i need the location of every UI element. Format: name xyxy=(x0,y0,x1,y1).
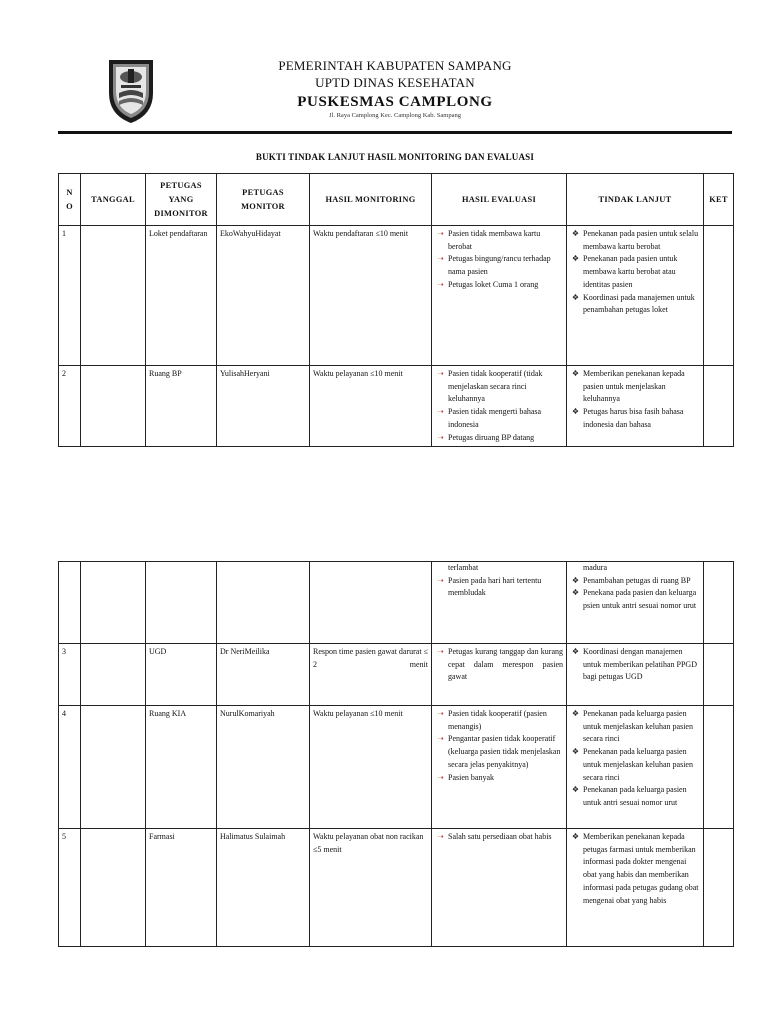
list-item: ➝ Pasien tidak membawa kartu berobat xyxy=(435,228,563,253)
table-row xyxy=(59,366,734,447)
row-monitor: NurulKomariyah xyxy=(217,706,310,829)
row-evaluasi xyxy=(432,706,567,829)
row-tanggal xyxy=(81,366,146,447)
col-header-tanggal: TANGGAL xyxy=(81,174,146,226)
continued-text: madura xyxy=(583,563,607,572)
row-ket xyxy=(704,706,734,829)
diamond-bullet-icon: ❖ xyxy=(571,575,580,585)
row-unit: UGD xyxy=(146,644,217,706)
arrow-bullet-icon: ➝ xyxy=(437,407,444,417)
row-tindak-lanjut xyxy=(567,562,704,644)
row-unit: Ruang BP xyxy=(146,366,217,447)
row-tanggal xyxy=(81,226,146,366)
row-evaluasi xyxy=(432,562,567,644)
row-tanggal xyxy=(81,562,146,644)
list-item: ➝ Pasien tidak kooperatif (pasien menangis) xyxy=(435,708,563,733)
row-tindak-lanjut xyxy=(567,829,704,947)
row-evaluasi xyxy=(432,226,567,366)
list-item: ❖ Penambahan petugas di ruang BP xyxy=(570,575,700,588)
row-ket xyxy=(704,829,734,947)
arrow-bullet-icon: ➝ xyxy=(437,772,444,782)
row-hasil-monitoring xyxy=(310,562,432,644)
header-address: Jl. Raya Camplong Kec. Camplong Kab. Sampang xyxy=(329,112,461,119)
row-tindak-lanjut xyxy=(567,644,704,706)
row-hasil-monitoring: Waktu pelayanan ≤10 menit xyxy=(310,366,432,447)
list-item: ❖ Penekana pada pasien dan keluarga psien untuk antri sesuai nomor urut xyxy=(571,588,697,611)
list-item: ➝ Pasien banyak xyxy=(435,772,563,785)
list-item: ❖ Koordinasi pada manajemen untuk penambahan petugas loket xyxy=(571,292,695,315)
col-header-tindak-lanjut: TINDAK LANJUT xyxy=(567,174,704,226)
row-unit: Ruang KIA xyxy=(146,706,217,829)
diamond-bullet-icon: ❖ xyxy=(571,647,580,656)
col-header-ket: KET xyxy=(704,174,734,226)
row-monitor: EkoWahyuHidayat xyxy=(217,226,310,366)
arrow-bullet-icon: ➝ xyxy=(437,254,444,264)
list-item: ➝ Pasien pada hari hari tertentu membludak xyxy=(435,575,563,600)
list-item: ➝ Pasien tidak kooperatif (tidak menjelaskan secara rinci keluhannya xyxy=(435,368,563,406)
col-header-petugas-monitor: PETUGAS MONITOR xyxy=(217,174,310,226)
table-row xyxy=(59,562,734,644)
arrow-bullet-icon: ➝ xyxy=(437,647,444,656)
row-tanggal xyxy=(81,706,146,829)
row-evaluasi xyxy=(432,366,567,447)
diamond-bullet-icon: ❖ xyxy=(571,588,580,598)
row-unit xyxy=(146,562,217,644)
row-ket xyxy=(704,644,734,706)
row-ket xyxy=(704,562,734,644)
list-item: ➝ Pasien tidak mengerti bahasa indonesia xyxy=(435,406,563,431)
row-evaluasi xyxy=(432,829,567,947)
col-header-hasil-evaluasi: HASIL EVALUASI xyxy=(432,174,567,226)
list-item: ❖ Penekanan pada pasien untuk membawa kartu berobat atau identitas pasien xyxy=(571,254,678,289)
row-monitor: Dr NeriMeilika xyxy=(217,644,310,706)
row-evaluasi xyxy=(432,644,567,706)
list-item: ❖ Penekanan pada pasien untuk selalu membawa kartu berobat xyxy=(571,229,699,251)
diamond-bullet-icon: ❖ xyxy=(571,229,580,238)
list-item: ❖ Memberikan penekanan kepada pasien untuk menjelaskan keluhannya xyxy=(571,369,685,404)
arrow-bullet-icon: ➝ xyxy=(437,369,444,378)
table-row xyxy=(59,644,734,706)
list-item: ➝ Pengantar pasien tidak kooperatif (keluarga pasien tidak menjelaskan secara jelas penyakitnya) xyxy=(435,733,563,771)
arrow-bullet-icon: ➝ xyxy=(437,432,444,442)
row-hasil-monitoring: Respon time pasien gawat darurat ≤ 2 menit xyxy=(310,644,432,706)
arrow-bullet-icon: ➝ xyxy=(437,229,444,238)
list-item: ➝ Petugas diruang BP datang xyxy=(435,432,563,445)
col-header-hasil-monitoring: HASIL MONITORING xyxy=(310,174,432,226)
row-ket xyxy=(704,226,734,366)
row-no xyxy=(59,562,81,644)
list-item: ➝ Petugas loket Cuma 1 orang xyxy=(435,279,563,292)
row-hasil-monitoring: Waktu pelayanan ≤10 menit xyxy=(310,706,432,829)
list-item: ➝ Petugas kurang tanggap dan kurang cepat dalam merespon pasien gawat xyxy=(435,646,563,684)
diamond-bullet-icon: ❖ xyxy=(571,832,580,841)
monitoring-table-part1 xyxy=(58,173,734,447)
list-item: ❖ Penekanan pada keluarga pasien untuk menjelaskan keluhan pasien secara rinci xyxy=(571,709,693,744)
table-row xyxy=(59,706,734,829)
row-hasil-monitoring: Waktu pendaftaran ≤10 menit xyxy=(310,226,432,366)
row-tindak-lanjut xyxy=(567,226,704,366)
list-item: ❖ Koordinasi dengan manajemen untuk memberikan pelatihan PPGD bagi petugas UGD xyxy=(571,647,697,682)
diamond-bullet-icon: ❖ xyxy=(571,785,580,795)
row-no: 1 xyxy=(59,226,81,366)
arrow-bullet-icon: ➝ xyxy=(437,734,444,744)
col-header-no: N O xyxy=(59,174,81,226)
list-item: ❖ Penekanan pada keluarga pasien untuk menjelaskan keluhan pasien secara rinci xyxy=(571,747,693,782)
diamond-bullet-icon: ❖ xyxy=(571,254,580,264)
header-department: UPTD DINAS KESEHATAN xyxy=(315,75,475,90)
row-monitor xyxy=(217,562,310,644)
header-divider xyxy=(58,131,732,134)
list-item: ❖ Memberikan penekanan kepada petugas farmasi untuk memberikan informasi pada dokter mengenai obat yang habis dan memberikan informasi pada petugas gudang obat mengenai obat yang habis xyxy=(571,832,699,905)
header-institution: PUSKESMAS CAMPLONG xyxy=(297,94,493,110)
row-no: 3 xyxy=(59,644,81,706)
row-unit: Loket pendaftaran xyxy=(146,226,217,366)
document-title: BUKTI TINDAK LANJUT HASIL MONITORING DAN EVALUASI xyxy=(255,152,535,162)
list-item: ➝ Salah satu persediaan obat habis xyxy=(435,831,563,844)
row-hasil-monitoring: Waktu pelayanan obat non racikan ≤5 menit xyxy=(310,829,432,947)
row-unit: Farmasi xyxy=(146,829,217,947)
continued-text: terlambat xyxy=(448,563,479,572)
diamond-bullet-icon: ❖ xyxy=(571,709,580,718)
list-item: ❖ Petugas harus bisa fasih bahasa indonesia dan bahasa xyxy=(571,407,684,429)
table-header-row xyxy=(59,174,734,226)
row-no: 5 xyxy=(59,829,81,947)
diamond-bullet-icon: ❖ xyxy=(571,369,580,378)
diamond-bullet-icon: ❖ xyxy=(571,747,580,757)
monitoring-table-part2 xyxy=(58,561,734,947)
diamond-bullet-icon: ❖ xyxy=(571,292,580,302)
header-government: PEMERINTAH KABUPATEN SAMPANG xyxy=(278,58,512,73)
row-monitor: Halimatus Sulaimah xyxy=(217,829,310,947)
row-tindak-lanjut xyxy=(567,706,704,829)
arrow-bullet-icon: ➝ xyxy=(437,709,444,718)
table-row xyxy=(59,226,734,366)
row-monitor: YulisahHeryani xyxy=(217,366,310,447)
arrow-bullet-icon: ➝ xyxy=(437,279,444,289)
row-no: 4 xyxy=(59,706,81,829)
list-item: ❖ Penekanan pada keluarga pasien untuk antri sesuai nomor urut xyxy=(571,785,687,807)
table-row xyxy=(59,829,734,947)
diamond-bullet-icon: ❖ xyxy=(571,407,580,417)
arrow-bullet-icon: ➝ xyxy=(437,832,444,841)
row-tanggal xyxy=(81,644,146,706)
row-tanggal xyxy=(81,829,146,947)
col-header-petugas-dimonitor: PETUGAS YANG DIMONITOR xyxy=(146,174,217,226)
arrow-bullet-icon: ➝ xyxy=(437,575,444,585)
list-item: ➝ Petugas bingung/rancu terhadap nama pasien xyxy=(435,253,563,278)
row-ket xyxy=(704,366,734,447)
row-tindak-lanjut xyxy=(567,366,704,447)
row-no: 2 xyxy=(59,366,81,447)
